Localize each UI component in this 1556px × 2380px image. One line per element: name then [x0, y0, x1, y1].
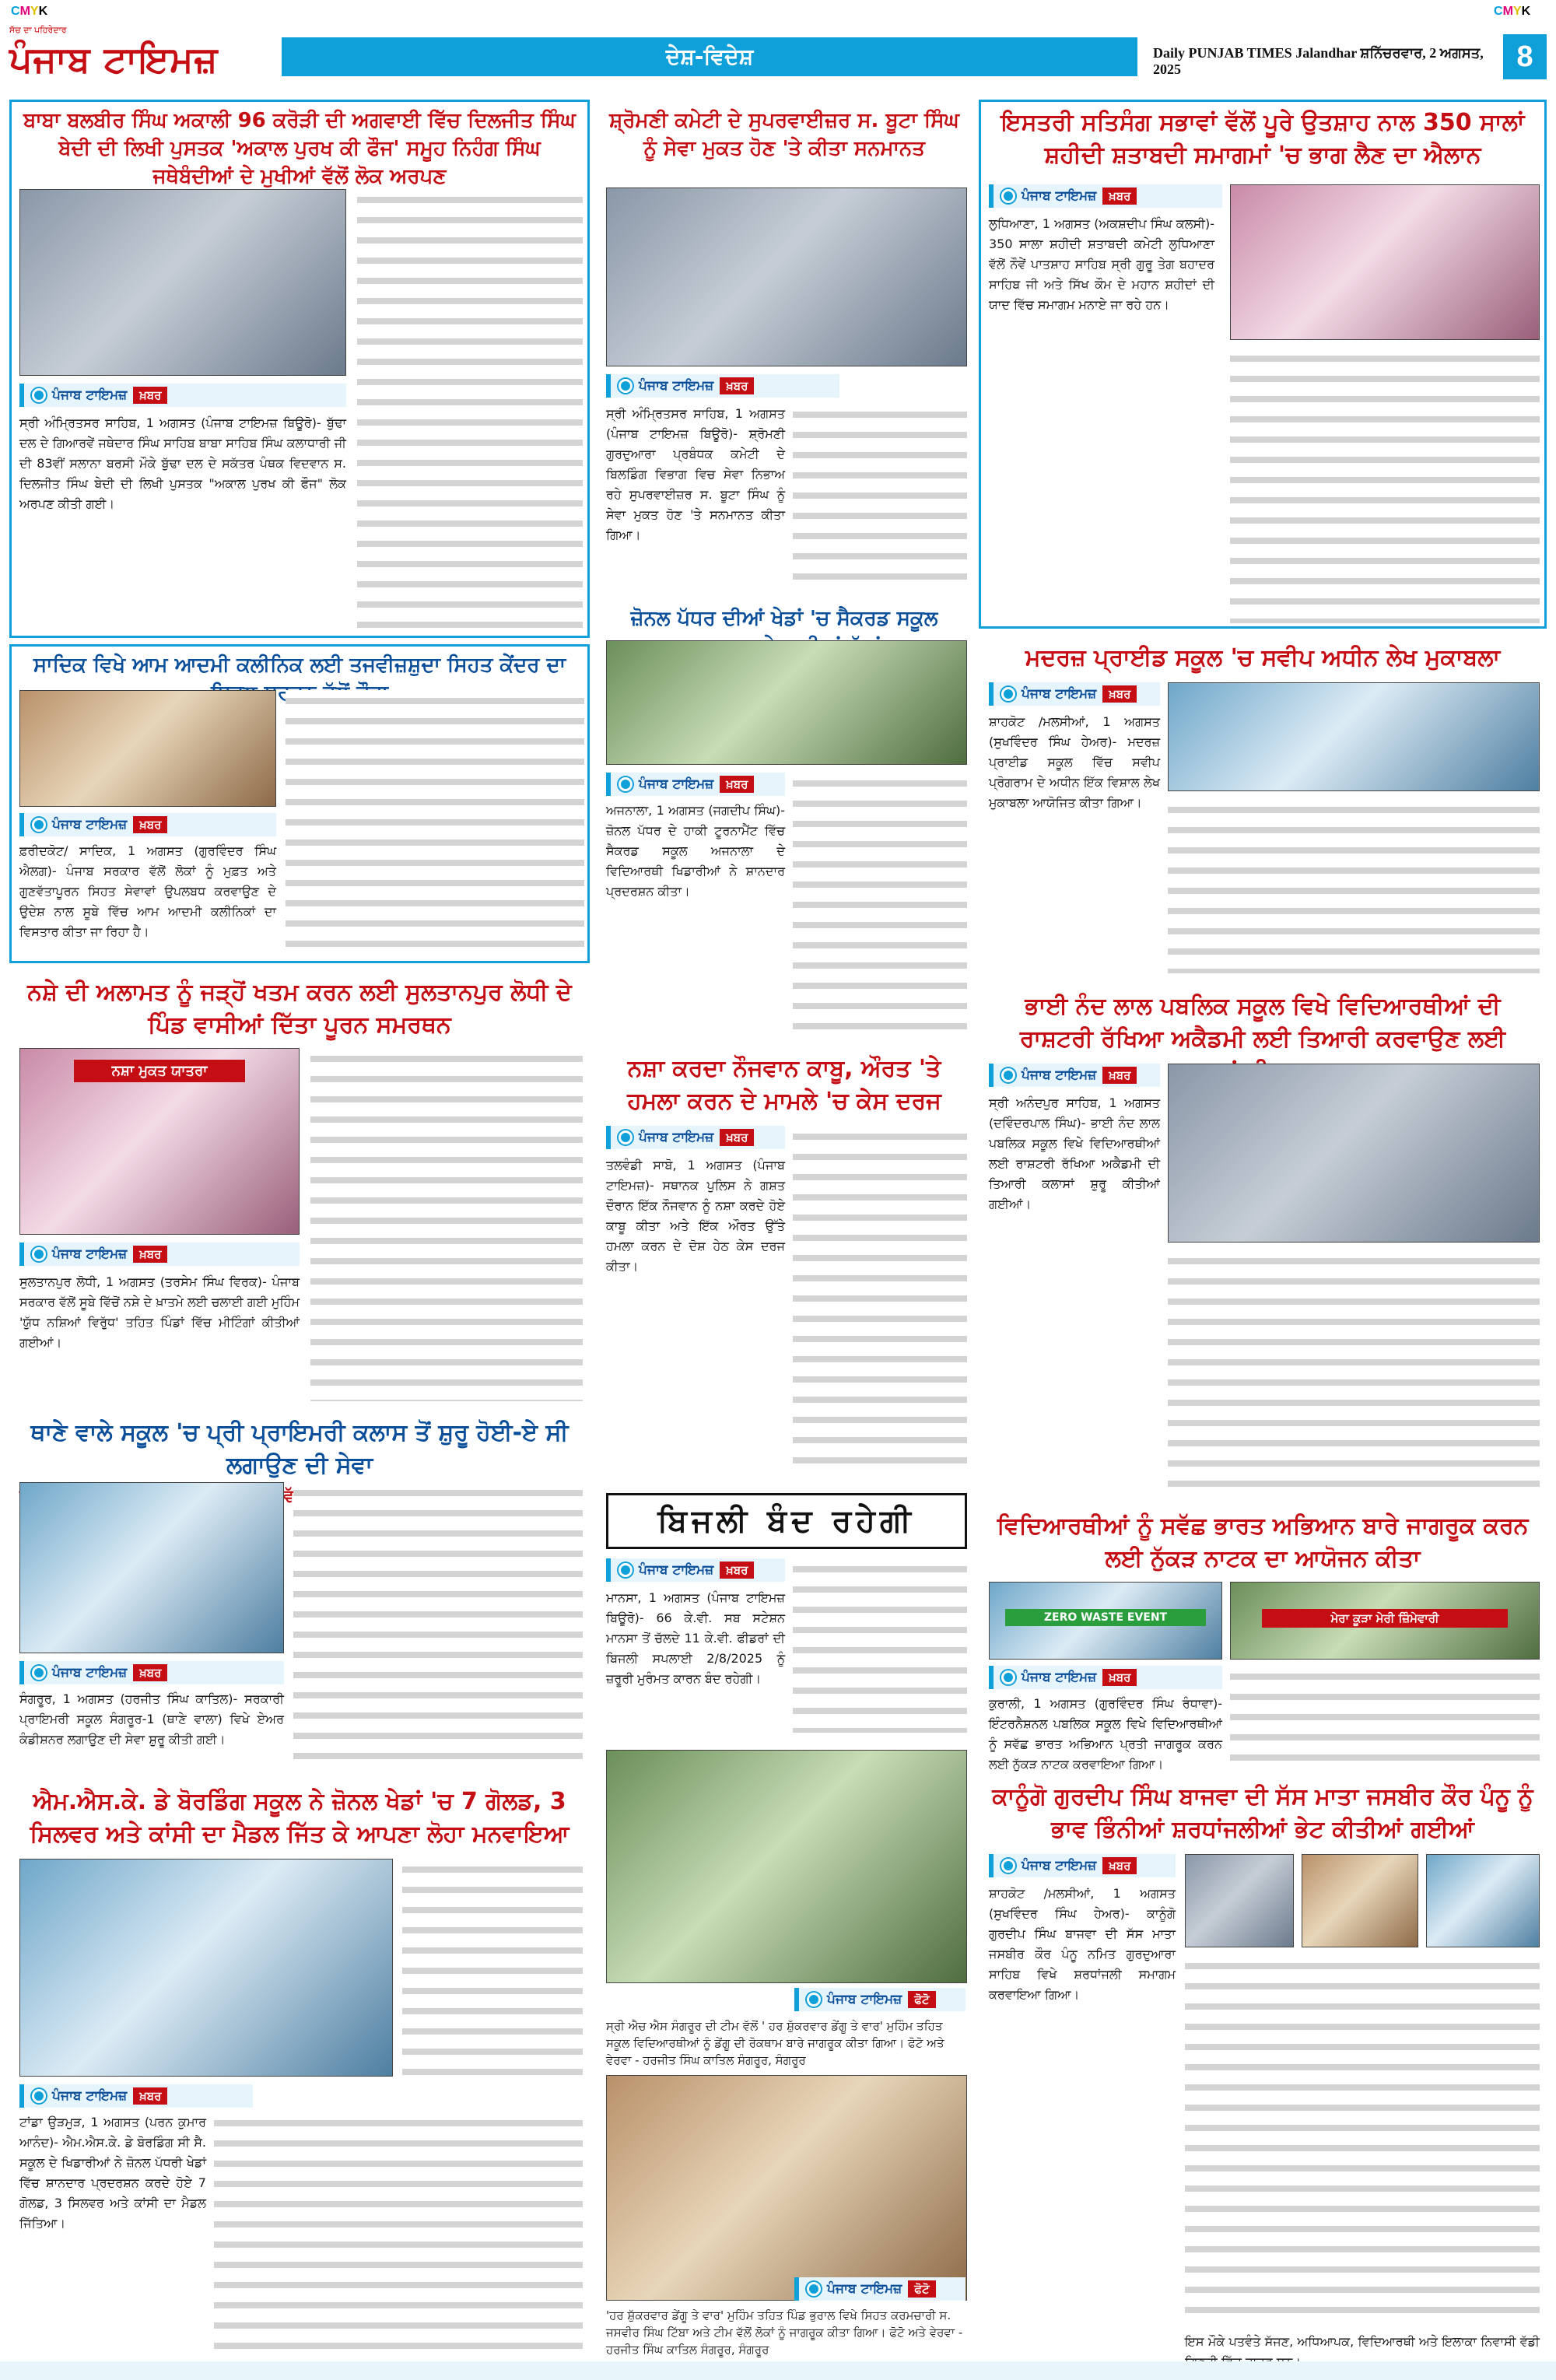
photo-book-release — [19, 189, 346, 376]
photo-zonal-team — [606, 640, 967, 765]
paper-name: Daily PUNJAB TIMES Jalandhar — [1153, 45, 1357, 61]
article-school-ac — [9, 1410, 590, 1775]
article-body: ਤਲਵੰਡੀ ਸਾਬੋ, 1 ਅਗਸਤ (ਪੰਜਾਬ ਟਾਇਮਜ਼)- ਸਥਾਨਕ ਪੁਲਿਸ ਨੇ ਗਸ਼ਤ ਦੌਰਾਨ ਇੱਕ ਨੌਜਵਾਨ ਨੂੰ ਨਸ਼ਾ ਕਰਦੇ ਹੋਏ ਕਾਬੂ ਕੀਤਾ ਅਤੇ ਇੱਕ ਔਰਤ ਉੱਤੇ ਹਮਲਾ ਕਰਨ ਦੇ ਦੋਸ਼ ਹੇਠ ਕੇਸ ਦਰਜ ਕੀਤਾ। — [606, 1158, 785, 1274]
article-body-continued — [1168, 799, 1540, 973]
banner-mera-kooda: ਮੇਰਾ ਕੂੜਾ ਮੇਰੀ ਜ਼ਿੰਮੇਵਾਰੀ — [1262, 1609, 1508, 1628]
headline: ਨਸ਼ਾ ਕਰਦਾ ਨੌਜਵਾਨ ਕਾਬੂ, ਔਰਤ 'ਤੇ ਹਮਲਾ ਕਰਨ ਦੇ ਮਾਮਲੇ 'ਚ ਕੇਸ ਦਰਜ — [627, 1055, 941, 1115]
footer-strip — [0, 2361, 1556, 2380]
article-body-continued — [793, 404, 967, 587]
byline-icon — [807, 2282, 821, 2296]
byline: ਪੰਜਾਬ ਟਾਇਮਜ਼ ਖ਼ਬਰ — [19, 384, 346, 407]
article-body-continued — [293, 1482, 583, 1772]
article-body: ਸ੍ਰੀ ਅੰਮ੍ਰਿਤਸਰ ਸਾਹਿਬ, 1 ਅਗਸਤ (ਪੰਜਾਬ ਟਾਇਮਜ਼ ਬਿਊਰੋ)- ਬੁੱਢਾ ਦਲ ਦੇ ਗਿਆਰਵੇਂ ਜਥੇਦਾਰ ਸਿੰਘ ਸਾਹਿਬ ਬਾਬਾ ਸਾਹਿਬ ਸਿੰਘ ਕਲਾਧਾਰੀ ਜੀ ਦੀ 83ਵੀਂ ਸਲਾਨਾ ਬਰਸੀ ਮੌਕੇ ਬੁੱਢਾ ਦਲ ਦੇ ਸਕੱਤਰ ਪੰਥਕ ਵਿਦਵਾਨ ਸ. ਦਿਲਜੀਤ ਸਿੰਘ ਬੇਦੀ ਦੀ ਲਿਖੀ ਪੁਸਤਕ "ਅਕਾਲ ਪੁਰਖ ਕੀ ਫੌਜ" ਲੋਕ ਅਰਪਣ ਕੀਤੀ ਗਈ। — [19, 415, 346, 511]
issue-date: ਸ਼ਨਿੱਚਰਵਾਰ, 2 ਅਗਸਤ, 2025 — [1153, 45, 1484, 77]
article-body-continued — [1230, 1666, 1540, 1764]
photo-essay-competition — [1168, 682, 1540, 791]
byline-icon — [619, 777, 633, 791]
headline: ਸਾਦਿਕ ਵਿਖੇ ਆਮ ਆਦਮੀ ਕਲੀਨਿਕ ਲਈ ਤਜਵੀਜ਼ਸ਼ੁਦਾ ਸਿਹਤ ਕੇਂਦਰ ਦਾ — [33, 654, 566, 677]
cmyk-mark-right: CMYK — [1494, 5, 1531, 18]
article-body-continued — [793, 1126, 967, 1477]
photo-satsang-gathering — [1230, 184, 1540, 340]
byline-icon — [619, 1563, 633, 1577]
byline-icon — [1001, 1068, 1015, 1082]
byline-icon — [32, 2089, 46, 2103]
photo-nda-classroom — [1168, 1064, 1540, 1243]
article-power-cut — [598, 1488, 971, 1737]
article-retirement — [598, 100, 971, 591]
photo-byline: ਪੰਜਾਬ ਟਾਇਮਜ਼ ਫੋਟੋ — [794, 1988, 965, 2011]
photo-drug-free-meeting — [19, 1048, 300, 1235]
byline-icon — [807, 1993, 821, 2007]
byline-icon — [1001, 189, 1015, 203]
article-body: ਲੁਧਿਆਣਾ, 1 ਅਗਸਤ (ਅਕਸ਼ਦੀਪ ਸਿੰਘ ਕਲਸੀ)- 350 ਸਾਲਾ ਸ਼ਹੀਦੀ ਸ਼ਤਾਬਦੀ ਕਮੇਟੀ ਲੁਧਿਆਣਾ ਵੱਲੋਂ ਨੌਵੇਂ ਪਾਤਸ਼ਾਹ ਸਾਹਿਬ ਸ੍ਰੀ ਗੁਰੂ ਤੇਗ ਬਹਾਦਰ ਸਾਹਿਬ ਜੀ ਅਤੇ ਸਿੱਖ ਕੌਮ ਦੇ ਮਹਾਨ ਸ਼ਹੀਦਾਂ ਦੀ ਯਾਦ ਵਿੱਚ ਸਮਾਗਮ ਮਨਾਏ ਜਾ ਰਹੇ ਹਨ। — [989, 216, 1214, 312]
article-body-continued — [793, 773, 967, 1036]
article-body: ਸੁਲਤਾਨਪੁਰ ਲੋਧੀ, 1 ਅਗਸਤ (ਤਰਸੇਮ ਸਿੰਘ ਵਿਰਕ)- ਪੰਜਾਬ ਸਰਕਾਰ ਵੱਲੋਂ ਸੂਬੇ ਵਿੱਚੋਂ ਨਸ਼ੇ ਦੇ ਖ਼ਾਤਮੇ ਲਈ ਚਲਾਈ ਗਈ ਮੁਹਿੰਮ 'ਯੁੱਧ ਨਸ਼ਿਆਂ ਵਿਰੁੱਧ' ਤਹਿਤ ਪਿੰਡਾਂ ਵਿੱਚ ਮੀਟਿੰਗਾਂ ਕੀਤੀਆਂ ਗਈਆਂ। — [19, 1274, 300, 1350]
article-body: ਟਾਂਡਾ ਉੜਮੁੜ, 1 ਅਗਸਤ (ਪਰਨ ਕੁਮਾਰ ਆਨੰਦ)- ਐਮ.ਐਸ.ਕੇ. ਡੇ ਬੋਰਡਿੰਗ ਸੀ ਸੈ. ਸਕੂਲ ਦੇ ਖਿਡਾਰੀਆਂ ਨੇ ਜ਼ੋਨਲ ਪੱਧਰੀ ਖੇਡਾਂ ਵਿੱਚ ਸ਼ਾਨਦਾਰ ਪ੍ਰਦਰਸ਼ਨ ਕਰਦੇ ਹੋਏ 7 ਗੋਲਡ, 3 ਸਿਲਵਰ ਅਤੇ ਕਾਂਸੀ ਦਾ ਮੈਡਲ ਜਿੱਤਿਆ। — [19, 2115, 206, 2231]
article-body: ਮਾਨਸਾ, 1 ਅਗਸਤ (ਪੰਜਾਬ ਟਾਇਮਜ਼ ਬਿਊਰੋ)- 66 ਕੇ.ਵੀ. ਸਬ ਸਟੇਸ਼ਨ ਮਾਨਸਾ ਤੋਂ ਚੱਲਦੇ 11 ਕੇ.ਵੀ. ਫੀਡਰਾਂ ਦੀ ਬਿਜਲੀ ਸਪਲਾਈ 2/8/2025 ਨੂੰ ਜ਼ਰੂਰੀ ਮੁਰੰਮਤ ਕਾਰਨ ਬੰਦ ਰਹੇਗੀ। — [606, 1590, 785, 1686]
brand-tagline: ਸੱਚ ਦਾ ਪਹਿਰੇਦਾਰ — [9, 25, 67, 35]
byline-icon — [619, 379, 633, 393]
byline-icon — [32, 818, 46, 832]
photo-portrait-2 — [1302, 1854, 1418, 1947]
photo-school-ac — [19, 1482, 284, 1653]
article-body: ਸ਼ਾਹਕੋਟ /ਮਲਸੀਆਂ, 1 ਅਗਸਤ (ਸੁਖਵਿੰਦਰ ਸਿੰਘ ਹੇਅਰ)- ਕਾਨੂੰਗੋ ਗੁਰਦੀਪ ਸਿੰਘ ਬਾਜਵਾ ਦੀ ਸੱਸ ਮਾਤਾ ਜਸਬੀਰ ਕੌਰ ਪੰਨੂ ਨਮਿਤ ਗੁਰਦੁਆਰਾ ਸਾਹਿਬ ਵਿਖੇ ਸ਼ਰਧਾਂਜਲੀ ਸਮਾਗਮ ਕਰਵਾਇਆ ਗਿਆ। — [989, 1886, 1176, 2002]
article-drug-free — [9, 969, 590, 1405]
article-clinic-visit — [9, 644, 590, 963]
byline-icon — [32, 1666, 46, 1680]
article-zonal-sports — [598, 598, 971, 1039]
byline: ਪੰਜਾਬ ਟਾਇਮਜ਼ ਖ਼ਬਰ — [989, 1666, 1222, 1689]
byline-icon — [619, 1130, 633, 1144]
photo-portrait-3 — [1426, 1854, 1540, 1947]
byline: ਪੰਜਾਬ ਟਾਇਮਜ਼ ਖ਼ਬਰ — [19, 813, 276, 836]
article-closing-line: ਇਸ ਮੌਕੇ ਪਤਵੰਤੇ ਸੱਜਣ, ਅਧਿਆਪਕ, ਵਿਦਿਆਰਥੀ ਅਤੇ ਇਲਾਕਾ ਨਿਵਾਸੀ ਵੱਡੀ — [1185, 2334, 1540, 2349]
photo-dengue-village — [606, 2075, 967, 2301]
photo-dengue-awareness-school — [606, 1750, 967, 1983]
photo-byline: ਪੰਜਾਬ ਟਾਇਮਜ਼ ਫੋਟੋ — [794, 2277, 965, 2301]
headline: ਭਾਈ ਨੰਦ ਲਾਲ ਪਬਲਿਕ ਸਕੂਲ ਵਿਖੇ ਵਿਦਿਆਰਥੀਆਂ ਦੀ ਰਾਸ਼ਟਰੀ ਰੱਖਿਆ ਅਕੈਡਮੀ ਲਈ ਤਿਆਰੀ ਕਰਵਾਉਣ ਲਈ — [1019, 993, 1506, 1053]
photo-caption: ਸ੍ਰੀ ਐਚ ਐਸ ਸੰਗਰੂਰ ਦੀ ਟੀਮ ਵੱਲੋਂ ' ਹਰ ਸ਼ੁੱਕਰਵਾਰ ਡੇਂਗੂ ਤੇ ਵਾਰ' ਮੁਹਿੰਮ ਤਹਿਤ ਸਕੂਲ ਵਿਦਿਆਰਥੀਆਂ ਨੂੰ ਡੇਂਗੂ ਦੀ ਰੋਕਥਾਮ ਬਾਰੇ ਜਾਗਰੂਕ ਕੀਤਾ ਗਿਆ। ਫੋਟੋ ਅਤੇ ਵੇਰਵਾ - ਹਰਜੀਤ ਸਿੰਘ ਕਾਤਿਲ ਸੰਗਰੂਰ, ਸੰਗਰੂਰ — [606, 2019, 944, 2067]
article-body-side — [402, 1859, 583, 2077]
byline: ਪੰਜਾਬ ਟਾਇਮਜ਼ ਖ਼ਬਰ — [606, 773, 785, 796]
article-body-continued — [793, 1558, 967, 1733]
headline: ਵਿਦਿਆਰਥੀਆਂ ਨੂੰ ਸਵੱਛ ਭਾਰਤ ਅਭਿਆਨ ਬਾਰੇ ਜਾਗਰੂਕ ਕਰਨ ਲਈ ਨੁੱਕੜ ਨਾਟਕ ਦਾ ਆਯੋਜਨ ਕੀਤਾ — [997, 1512, 1529, 1572]
article-body-continued — [1185, 1955, 1540, 2327]
cmyk-mark-left: CMYK — [11, 5, 48, 18]
article-msk-school-medals — [9, 1779, 590, 2354]
article-body-continued — [1230, 348, 1540, 623]
article-tributes — [979, 1774, 1547, 2357]
headline: ਮਦਰਜ਼ ਪ੍ਰਾਈਡ ਸਕੂਲ 'ਚ ਸਵੀਪ ਅਧੀਨ ਲੇਖ ਮੁਕਾਬਲਾ — [1025, 644, 1501, 671]
byline-icon — [32, 1247, 46, 1261]
byline-icon — [32, 388, 46, 402]
photo-swachh-rally — [1230, 1582, 1540, 1660]
section-title: ਦੇਸ਼-ਵਿਦੇਸ਼ — [282, 37, 1137, 76]
byline: ਪੰਜਾਬ ਟਾਇਮਜ਼ ਖ਼ਬਰ — [19, 1661, 284, 1684]
byline: ਪੰਜਾਬ ਟਾਇਮਜ਼ ਖ਼ਬਰ — [606, 1558, 785, 1582]
headline: ਨਸ਼ੇ ਦੀ ਅਲਾਮਤ ਨੂੰ ਜੜ੍ਹੋਂ ਖਤਮ ਕਰਨ ਲਈ ਸੁਲਤਾਨਪੁਰ ਲੋਧੀ ਦੇ ਪਿੰਡ ਵਾਸੀਆਂ ਦਿੱਤਾ ਪੂਰਨ ਸਮਰਥਨ — [27, 979, 572, 1039]
byline: ਪੰਜਾਬ ਟਾਇਮਜ਼ ਖ਼ਬਰ — [19, 2084, 253, 2108]
photo-swachh-students — [989, 1582, 1222, 1660]
masthead — [9, 22, 1547, 93]
headline: ਬਾਬਾ ਬਲਬੀਰ ਸਿੰਘ ਅਕਾਲੀ 96 ਕਰੋੜੀ ਦੀ ਅਗਵਾਈ ਵਿੱਚ ਦਿਲਜੀਤ ਸਿੰਘ ਬੇਦੀ ਦੀ ਲਿਖੀ ਪੁਸਤਕ 'ਅਕਾਲ ਪੁਰਖ ਕੀ ਫੌਜ' ਸਮੂਹ ਨਿਹੰਗ ਸਿੰਘ ਜਥੇਬੰਦੀਆਂ ਦੇ ਮੁਖੀਆਂ ਵੱਲੋਂ ਲੋਕ ਅਰਪਣ — [23, 109, 576, 188]
photo-portrait-1 — [1185, 1854, 1294, 1947]
article-essay-competition — [979, 635, 1547, 977]
byline: ਪੰਜਾਬ ਟਾਇਮਜ਼ ਖ਼ਬਰ — [19, 1243, 300, 1266]
headline: ਥਾਣੇ ਵਾਲੇ ਸਕੂਲ 'ਚ ਪ੍ਰੀ ਪ੍ਰਾਇਮਰੀ ਕਲਾਸ ਤੋਂ ਸ਼ੁਰੂ ਹੋਈ-ਏ ਸੀ ਲਗਾਉਣ ਦੀ ਸੇਵਾ — [30, 1419, 569, 1479]
byline: ਪੰਜਾਬ ਟਾਇਮਜ਼ ਖ਼ਬਰ — [989, 184, 1222, 208]
article-body-continued — [310, 1048, 583, 1401]
article-body-continued — [1168, 1250, 1540, 1493]
photo-caption: 'ਹਰ ਸ਼ੁੱਕਰਵਾਰ ਡੇਂਗੂ ਤੇ ਵਾਰ' ਮੁਹਿੰਮ ਤਹਿਤ ਪਿੰਡ ਭੁਰਾਲ ਵਿਖੇ ਸਿਹਤ ਕਰਮਚਾਰੀ ਸ. ਜਸਵੀਰ ਸਿੰਘ ਟਿੱਬਾ ਅਤੇ ਟੀਮ ਵੱਲੋਂ ਲੋਕਾਂ ਨੂੰ ਜਾਗਰੂਕ ਕੀਤਾ ਗਿਆ। ਫੋਟੋ ਅਤੇ ਵੇਰਵਾ - ਹਰਜੀਤ ਸਿੰਘ ਕਾਤਿਲ ਸੰਗਰੂਰ, ਸੰਗਰੂਰ — [606, 2308, 963, 2357]
article-satsang-shatabdi — [979, 100, 1547, 629]
article-body-continued — [214, 2112, 583, 2350]
article-nda-classes — [979, 983, 1547, 1497]
byline: ਪੰਜਾਬ ਟਾਇਮਜ਼ ਖ਼ਬਰ — [606, 1126, 785, 1149]
photo-feature-column — [598, 1743, 971, 2357]
article-body: ਕੁਰਾਲੀ, 1 ਅਗਸਤ (ਗੁਰਵਿੰਦਰ ਸਿੰਘ ਰੰਧਾਵਾ)- ਇੰਟਰਨੈਸ਼ਨਲ ਪਬਲਿਕ ਸਕੂਲ ਵਿਖੇ ਵਿਦਿਆਰਥੀਆਂ ਨੂੰ ਸਵੱਛ ਭਾਰਤ ਅਭਿਆਨ ਪ੍ਰਤੀ ਜਾਗਰੂਕ ਕਰਨ ਲਈ ਨੁੱਕੜ ਨਾਟਕ ਕਰਵਾਇਆ ਗਿਆ। — [989, 1696, 1222, 1772]
byline-icon — [1001, 1859, 1015, 1873]
byline-icon — [1001, 687, 1015, 701]
article-police-case — [598, 1046, 971, 1481]
byline-icon — [1001, 1670, 1015, 1684]
byline: ਪੰਜਾਬ ਟਾਇਮਜ਼ ਖ਼ਬਰ — [989, 1854, 1176, 1877]
brand-logo — [9, 25, 274, 87]
banner-zero-waste: ZERO WASTE EVENT — [1005, 1609, 1206, 1626]
article-body-continued — [286, 690, 584, 958]
paper-info — [1153, 45, 1488, 78]
byline: ਪੰਜਾਬ ਟਾਇਮਜ਼ ਖ਼ਬਰ — [989, 1064, 1160, 1087]
article-body: ਸ੍ਰੀ ਅਨੰਦਪੁਰ ਸਾਹਿਬ, 1 ਅਗਸਤ (ਦਵਿੰਦਰਪਾਲ ਸਿੰਘ)- ਭਾਈ ਨੰਦ ਲਾਲ ਪਬਲਿਕ ਸਕੂਲ ਵਿਖੇ ਵਿਦਿਆਰਥੀਆਂ ਲਈ ਰਾਸ਼ਟਰੀ ਰੱਖਿਆ ਅਕੈਡਮੀ ਦੀ ਤਿਆਰੀ ਕਲਾਸਾਂ ਸ਼ੁਰੂ ਕੀਤੀਆਂ ਗਈਆਂ। — [989, 1095, 1160, 1211]
photo-retirement — [606, 188, 967, 366]
headline: ਇਸਤਰੀ ਸਤਿਸੰਗ ਸਭਾਵਾਂ ਵੱਲੋਂ ਪੂਰੇ ਉਤਸ਼ਾਹ ਨਾਲ 350 ਸਾਲਾਂ ਸ਼ਹੀਦੀ ਸ਼ਤਾਬਦੀ ਸਮਾਗਮਾਂ 'ਚ ਭਾਗ ਲੈਣ ਦਾ ਐਲਾਨ — [1001, 109, 1525, 169]
byline: ਪੰਜਾਬ ਟਾਇਮਜ਼ ਖ਼ਬਰ — [606, 374, 839, 398]
article-body: ਸ਼ਾਹਕੋਟ /ਮਲਸੀਆਂ, 1 ਅਗਸਤ (ਸੁਖਵਿੰਦਰ ਸਿੰਘ ਹੇਅਰ)- ਮਦਰਜ਼ ਪ੍ਰਾਈਡ ਸਕੂਲ ਵਿੱਚ ਸਵੀਪ ਪ੍ਰੋਗਰਾਮ ਦੇ ਅਧੀਨ ਇੱਕ ਵਿਸ਼ਾਲ ਲੇਖ ਮੁਕਾਬਲਾ ਆਯੋਜਿਤ ਕੀਤਾ ਗਿਆ। — [989, 714, 1160, 810]
article-body: ਸ੍ਰੀ ਅੰਮ੍ਰਿਤਸਰ ਸਾਹਿਬ, 1 ਅਗਸਤ (ਪੰਜਾਬ ਟਾਇਮਜ਼ ਬਿਊਰੋ)- ਸ਼੍ਰੋਮਣੀ ਗੁਰਦੁਆਰਾ ਪ੍ਰਬੰਧਕ ਕਮੇਟੀ ਦੇ ਬਿਲਡਿੰਗ ਵਿਭਾਗ ਵਿਚ ਸੇਵਾ ਨਿਭਾਅ ਰਹੇ ਸੁਪਰਵਾਈਜ਼ਰ ਸ. ਬੂਟਾ ਸਿੰਘ ਨੂੰ ਸੇਵਾ ਮੁਕਤ ਹੋਣ 'ਤੇ ਸਨਮਾਨਤ ਕੀਤਾ ਗਿਆ। — [606, 406, 785, 542]
banner-text: ਨਸ਼ਾ ਮੁਕਤ ਯਾਤਰਾ — [74, 1060, 245, 1082]
photo-medal-winners — [19, 1859, 393, 2077]
brand-name: ਪੰਜਾਬ ਟਾਇਮਜ਼ — [9, 38, 219, 80]
headline: ਸ਼੍ਰੋਮਣੀ ਕਮੇਟੀ ਦੇ ਸੁਪਰਵਾਈਜ਼ਰ ਸ. ਬੂਟਾ ਸਿੰਘ ਨੂੰ ਸੇਵਾ ਮੁਕਤ ਹੋਣ 'ਤੇ ਕੀਤਾ ਸਨਮਾਨਤ — [609, 109, 959, 160]
article-body: ਅਜਨਾਲਾ, 1 ਅਗਸਤ (ਜਗਦੀਪ ਸਿੰਘ)- ਜ਼ੋਨਲ ਪੱਧਰ ਦੇ ਹਾਕੀ ਟੂਰਨਾਮੈਂਟ ਵਿੱਚ ਸੈਕਰਡ ਸਕੂਲ ਅਜਨਾਲਾ ਦੇ ਵਿਦਿਆਰਥੀ ਖਿਡਾਰੀਆਂ ਨੇ ਸ਼ਾਨਦਾਰ ਪ੍ਰਦਰਸ਼ਨ ਕੀਤਾ। — [606, 803, 785, 899]
photo-clinic — [19, 690, 276, 807]
headline: ਜ਼ੋਨਲ ਪੱਧਰ ਦੀਆਂ ਖੇਡਾਂ 'ਚ ਸੈਕਰਡ ਸਕੂਲ — [630, 607, 938, 630]
byline: ਪੰਜਾਬ ਟਾਇਮਜ਼ ਖ਼ਬਰ — [989, 682, 1160, 706]
headline: ਬਿਜਲੀ ਬੰਦ ਰਹੇਗੀ — [606, 1493, 967, 1549]
article-body: ਫ਼ਰੀਦਕੋਟ/ ਸਾਦਿਕ, 1 ਅਗਸਤ (ਗੁਰਵਿੰਦਰ ਸਿੰਘ ਐਲਗ)- ਪੰਜਾਬ ਸਰਕਾਰ ਵੱਲੋਂ ਲੋਕਾਂ ਨੂੰ ਮੁਫ਼ਤ ਅਤੇ ਗੁਣਵੱਤਾਪੂਰਨ ਸਿਹਤ ਸੇਵਾਵਾਂ ਉਪਲਬਧ ਕਰਵਾਉਣ ਦੇ ਉਦੇਸ਼ ਨਾਲ ਸੂਬੇ ਵਿੱਚ ਆਮ ਆਦਮੀ ਕਲੀਨਿਕਾਂ ਦਾ ਵਿਸਤਾਰ ਕੀਤਾ ਜਾ ਰਿਹਾ ਹੈ। — [19, 843, 276, 939]
article-body-continued — [357, 189, 583, 634]
headline: ਕਾਨੂੰਗੋ ਗੁਰਦੀਪ ਸਿੰਘ ਬਾਜਵਾ ਦੀ ਸੱਸ ਮਾਤਾ ਜਸਬੀਰ ਕੌਰ ਪੰਨੂ ਨੂੰ ਭਾਵ ਭਿੰਨੀਆਂ ਸ਼ਰਧਾਂਜਲੀਆਂ ਭੇਟ ਕੀਤੀਆਂ ਗਈਆਂ — [992, 1783, 1533, 1843]
article-book-release — [9, 100, 590, 638]
headline: ਐਮ.ਐਸ.ਕੇ. ਡੇ ਬੋਰਡਿੰਗ ਸਕੂਲ ਨੇ ਜ਼ੋਨਲ ਖੇਡਾਂ 'ਚ 7 ਗੋਲਡ, 3 ਸਿਲਵਰ ਅਤੇ ਕਾਂਸੀ ਦਾ ਮੈਡਲ ਜਿੱਤ ਕੇ ਆਪਣਾ ਲੋਹਾ ਮਨਵਾਇਆ — [30, 1788, 569, 1848]
article-body: ਸੰਗਰੂਰ, 1 ਅਗਸਤ (ਹਰਜੀਤ ਸਿੰਘ ਕਾਤਿਲ)- ਸਰਕਾਰੀ ਪ੍ਰਾਇਮਰੀ ਸਕੂਲ ਸੰਗਰੂਰ-1 (ਥਾਣੇ ਵਾਲਾ) ਵਿਖੇ ਏਅਰ ਕੰਡੀਸ਼ਨਰ ਲਗਾਉਣ ਦੀ ਸੇਵਾ ਸ਼ੁਰੂ ਕੀਤੀ ਗਈ। — [19, 1691, 284, 1747]
article-swachh-bharat — [979, 1503, 1547, 1772]
page-number: 8 — [1503, 34, 1547, 79]
